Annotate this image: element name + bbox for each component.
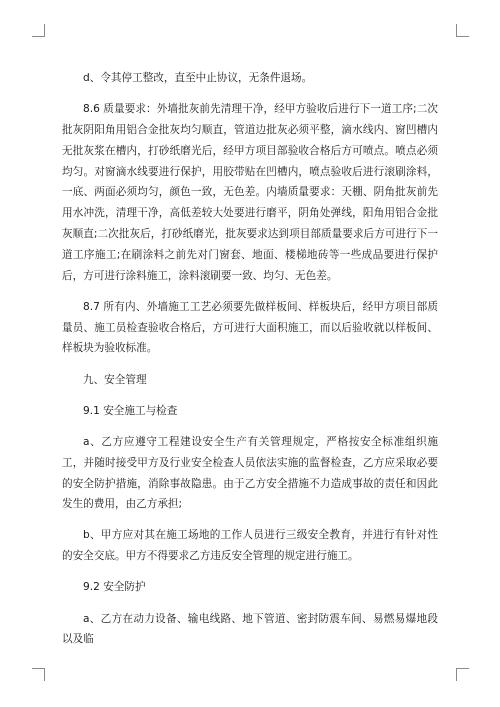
- paragraph-d-stop-work: d、令其停工整改，直至中止协议，无条件退场。: [83, 72, 313, 84]
- paragraph-9-1-a: a、乙方应遵守工程建设安全生产有关管理规定，严格按安全标准组织施工，并随时接受甲方及行业安全检查人员依法实施的监督检查，乙方应采取必要的安全防护措施，消除事故隐患。由于乙方安全措施不力造成事故的责任和因此发生的费用，由乙方承担;: [62, 435, 438, 511]
- section-heading-safety: 九、安全管理: [83, 373, 147, 386]
- paragraph-9-1-b: b、甲方应对其在施工场地的工作人员进行三级安全教育，并进行有针对性的安全交底。甲方不得要求乙方违反安全管理的规定进行施工。: [62, 529, 438, 563]
- crop-mark-bottom-right: [456, 668, 469, 681]
- crop-mark-top-right: [456, 24, 469, 37]
- paragraph-8-6-quality: 8.6 质量要求：外墙批灰前先清理干净，经甲方验收后进行下一道工序;二次批灰阴阳角用铝合金批灰均匀顺直，管道边批灰必须平整，滴水线内、窗凹槽内无批灰浆在槽内，打砂纸磨光后，经甲方项目部验收合格后方可喷点。喷点必须均匀。对窗滴水线要进行保护，用胶带贴在凹槽内，喷点验收后进行滚刷涂料，一底、两面必须均匀，颜色一致，无色差。内墙质量要求：天棚、阴角批灰前先用水冲洗，清理干净，高低差较大处要进行磨平，阴角处弹线，阳角用铝合金批灰顺直;二次批灰后，打砂纸磨光，批灰要求达到项目部质量要求后方可进行下一道工序施工;在刷涂料之前先对门窗套、地面、楼梯地砖等一些成品要进行保护后，方可进行涂料施工，涂料滚刷要一致、均匀、无色差。: [62, 103, 438, 282]
- document-body: [62, 68, 438, 650]
- paragraph-8-7-sample: 8.7 所有内、外墙施工工艺必须要先做样板间、样板块后，经甲方项目部质量员、施工员检查验收合格后，方可进行大面积施工，而以后验收就以样板间、样板块为验收标准。: [62, 300, 438, 355]
- subheading-9-2: 9.2 安全防护: [83, 581, 146, 594]
- paragraph-9-2-a: a、乙方在动力设备、输电线路、地下管道、密封防震车间、易燃易爆地段以及临: [62, 612, 438, 646]
- crop-mark-bottom-left: [32, 668, 45, 681]
- subheading-9-1: 9.1 安全施工与检查: [83, 404, 178, 417]
- crop-mark-top-left: [32, 24, 45, 37]
